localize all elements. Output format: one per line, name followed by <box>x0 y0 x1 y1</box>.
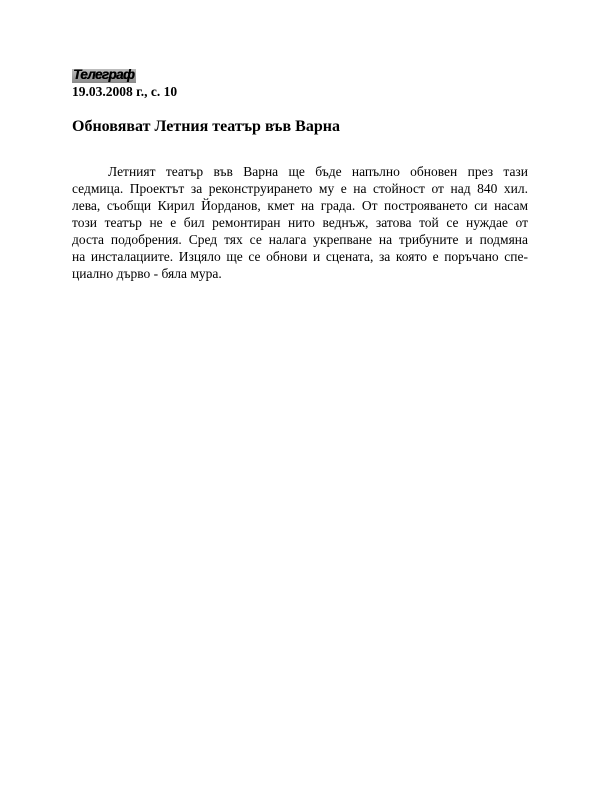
article-line: лева, съобщи Кирил Йорданов, кмет на града. От построяването си насам <box>72 198 528 213</box>
article-line: на инсталациите. Изцяло ще се обнови и сцената, за която е поръчано спе- <box>72 249 528 264</box>
article-line: седмица. Проектът за реконструирането му е на стойност от над 840 хил. <box>72 181 528 196</box>
newspaper-logo <box>72 69 136 83</box>
publication-date-page: 19.03.2008 г., с. 10 <box>72 84 178 99</box>
article-line: този театър не е бил ремонтиран нито веднъж, затова той се нуждае от <box>72 215 528 230</box>
article-line: циално дърво - бяла мура. <box>72 266 222 281</box>
newspaper-logo-text: Телеграф <box>73 69 135 82</box>
article-line: доста подобрения. Сред тях се налага укрепване на трибуните и подмяна <box>72 232 528 247</box>
article-line: Летният театър във Варна ще бъде напълно обновен през тази <box>108 164 528 179</box>
article-body <box>72 163 528 282</box>
article-title: Обновяват Летния театър във Варна <box>72 118 340 135</box>
